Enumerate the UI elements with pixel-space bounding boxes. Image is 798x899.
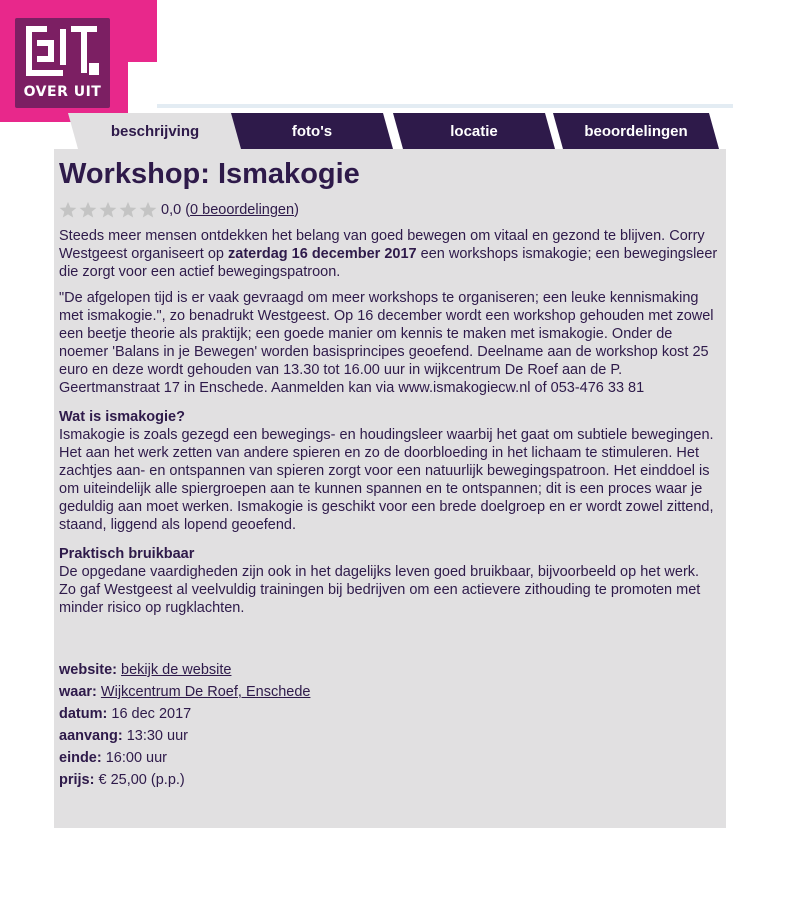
intro-date: zaterdag 16 december 2017 bbox=[228, 246, 417, 262]
event-details bbox=[59, 661, 719, 789]
detail-label: waar: bbox=[59, 684, 97, 700]
star-icon[interactable] bbox=[99, 201, 117, 219]
tab-beoordelingen[interactable] bbox=[553, 113, 719, 149]
tab-label: foto's bbox=[291, 123, 333, 140]
detail-value: € 25,00 (p.p.) bbox=[98, 772, 185, 788]
detail-date bbox=[59, 705, 719, 723]
intro-text-end: een workshops ismakogie; een bewegingsleer die zorgt voor een actief bewegingspatroon. bbox=[59, 246, 718, 280]
page-title: Workshop: Ismakogie bbox=[59, 158, 360, 190]
detail-end bbox=[59, 749, 719, 767]
detail-website bbox=[59, 661, 719, 679]
star-icon[interactable] bbox=[139, 201, 157, 219]
tab-label: locatie bbox=[450, 123, 498, 140]
tab-bar bbox=[0, 113, 798, 149]
body-paragraph: "De afgelopen tijd is er vaak gevraagd om meer workshops te organiseren; een leuke kennismaking met ismakogie.", zo benadrukt Westgeest. Op 16 december wordt een workshop gehouden met zowel een beetje theorie als praktijk; een goede manier om kennis te maken met ismakogie. Onder de noemer 'Balans in je Bewegen' worden basisprincipes geoefend. Deelname aan de workshop kost 25 euro en deze wordt gehouden van 13.30 tot 16.00 uur in wijkcentrum De Roef aan de P. Geertmanstraat 17 in Enschede. Aanmelden kan via www.ismakogiecw.nl of 053-476 33 81 bbox=[59, 290, 714, 396]
rating bbox=[59, 200, 719, 220]
detail-value: 16 dec 2017 bbox=[111, 706, 192, 722]
detail-location bbox=[59, 683, 719, 701]
content-panel bbox=[54, 149, 726, 828]
star-icon[interactable] bbox=[59, 201, 77, 219]
tab-label: beoordelingen bbox=[584, 123, 688, 140]
intro-paragraph bbox=[59, 227, 719, 281]
detail-label: prijs: bbox=[59, 772, 95, 788]
uit-logo-icon bbox=[23, 23, 103, 81]
reviews-link[interactable]: 0 beoordelingen bbox=[190, 202, 295, 218]
location-link[interactable]: Wijkcentrum De Roef, Enschede bbox=[100, 684, 311, 700]
top-rule bbox=[157, 104, 733, 108]
section-paragraph: Ismakogie is zoals gezegd een bewegings- en houdingsleer waarbij het gaat om subtiele bewegingen. Het aan het werk zetten van andere spieren en zo de doorbloeding in het lichaam te stimuleren. Het zachtjes aan- en ontspannen van spieren zorgt voor een natuurlijk bewegingspatroon. Het einddoel is om uiteindelijk alle spiergroepen aan te kunnen spannen en te ontspannen; dit is een proces waar je geduldig aan moet werken. Ismakogie is geschikt voor een brede doelgroep en er wordt zowel zittend, staand, liggend als lopend geoefend. bbox=[59, 427, 714, 533]
detail-label: website: bbox=[59, 662, 118, 678]
section-paragraph: De opgedane vaardigheden zijn ook in het dagelijks leven goed bruikbaar, bijvoorbeeld op het werk. Zo gaf Westgeest al veelvuldig trainingen bij bedrijven om een actievere zithouding te promoten met minder risico op rugklachten. bbox=[59, 564, 701, 616]
detail-price bbox=[59, 771, 719, 789]
star-icon[interactable] bbox=[79, 201, 97, 219]
detail-start bbox=[59, 727, 719, 745]
tab-label: beschrijving bbox=[110, 123, 200, 140]
section-heading: Wat is ismakogie? bbox=[59, 409, 185, 425]
rating-close-paren: ) bbox=[294, 202, 299, 218]
rating-score: 0,0 bbox=[161, 202, 182, 218]
intro-text: Steeds meer mensen ontdekken het belang van goed bewegen om vitaal en gezond te blijven. Corry Westgeest organiseert op bbox=[59, 228, 705, 262]
event-description bbox=[59, 157, 719, 793]
tab-beschrijving[interactable] bbox=[68, 113, 242, 149]
star-icon[interactable] bbox=[119, 201, 137, 219]
tab-fotos[interactable] bbox=[231, 113, 393, 149]
detail-value: 13:30 uur bbox=[126, 728, 188, 744]
detail-value: 16:00 uur bbox=[105, 750, 168, 766]
rating-summary bbox=[161, 201, 299, 219]
detail-label: einde: bbox=[59, 750, 102, 766]
tab-locatie[interactable] bbox=[393, 113, 555, 149]
section-heading: Praktisch bruikbaar bbox=[59, 546, 195, 562]
rating-open-paren: ( bbox=[185, 202, 191, 218]
site-logo[interactable] bbox=[15, 18, 110, 108]
detail-label: aanvang: bbox=[59, 728, 123, 744]
logo-text: OVER UIT bbox=[23, 84, 102, 100]
website-link[interactable]: bekijk de website bbox=[121, 662, 232, 678]
detail-label: datum: bbox=[59, 706, 108, 722]
